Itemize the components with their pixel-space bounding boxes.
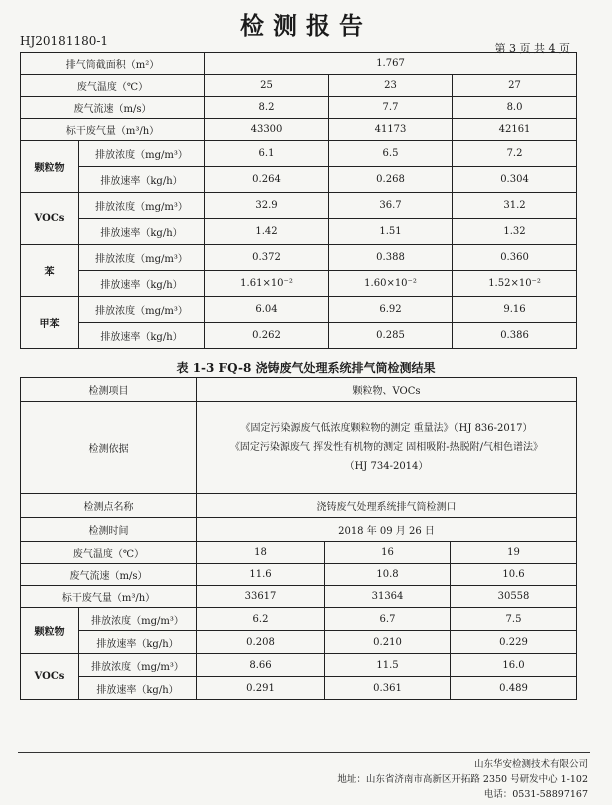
footer-phone: 电话：0531-58897167 <box>483 789 588 800</box>
value-cell: 8.0 <box>453 97 577 119</box>
conc-label: 排放浓度（mg/m³） <box>79 608 197 631</box>
value-cell: 43300 <box>205 119 329 141</box>
value-cell: 0.210 <box>325 631 451 654</box>
table-row <box>21 271 577 297</box>
table-row <box>21 75 577 97</box>
value-cell: 6.1 <box>205 141 329 167</box>
basis-line: 《固定污染源废气低浓度颗粒物的测定 重量法》（HJ 836-2017） <box>240 423 533 434</box>
footer-company: 山东华安检测技术有限公司 <box>473 759 588 770</box>
value-cell: 31.2 <box>453 193 577 219</box>
value-cell: 19 <box>451 542 577 564</box>
table-row <box>21 564 577 586</box>
table-row <box>21 119 577 141</box>
report-title: 检测报告 <box>240 12 372 40</box>
value-cell: 6.2 <box>197 608 325 631</box>
value-cell: 0.304 <box>453 167 577 193</box>
value-cell: 11.6 <box>197 564 325 586</box>
value-cell: 6.04 <box>205 297 329 323</box>
time-label: 检测时间 <box>21 518 197 542</box>
value-cell: 16 <box>325 542 451 564</box>
report-number: HJ20181180-1 <box>20 34 109 48</box>
rate-label: 排放速率（kg/h） <box>79 677 197 700</box>
time-value: 2018 年 09 月 26 日 <box>197 518 577 542</box>
item-label: 检测项目 <box>21 378 197 402</box>
conc-label: 排放浓度（mg/m³） <box>79 141 205 167</box>
value-cell: 6.7 <box>325 608 451 631</box>
value-cell: 0.262 <box>205 323 329 349</box>
value-cell: 0.388 <box>329 245 453 271</box>
rate-label: 排放速率（kg/h） <box>79 631 197 654</box>
table-row <box>21 542 577 564</box>
value-cell: 7.2 <box>453 141 577 167</box>
value-cell: 16.0 <box>451 654 577 677</box>
pollutant-name: VOCs <box>21 193 79 245</box>
rate-label: 排放速率（kg/h） <box>79 323 205 349</box>
table-row <box>21 654 577 677</box>
value-cell: 0.360 <box>453 245 577 271</box>
value-cell: 0.264 <box>205 167 329 193</box>
value-cell: 31364 <box>325 586 451 608</box>
value-cell: 0.489 <box>451 677 577 700</box>
value-cell: 18 <box>197 542 325 564</box>
table-row <box>21 53 577 75</box>
basis-line: 《固定污染源废气 挥发性有机物的测定 固相吸附-热脱附/气相色谱法》 <box>229 442 544 453</box>
point-label: 检测点名称 <box>21 494 197 518</box>
value-cell: 25 <box>205 75 329 97</box>
value-cell: 6.5 <box>329 141 453 167</box>
table-row <box>21 402 577 494</box>
value-cell: 9.16 <box>453 297 577 323</box>
table-row <box>21 518 577 542</box>
value-cell: 7.7 <box>329 97 453 119</box>
table-row <box>21 97 577 119</box>
pollutant-name: VOCs <box>21 654 79 700</box>
table-row <box>21 193 577 219</box>
value-cell: 23 <box>329 75 453 97</box>
conc-label: 排放浓度（mg/m³） <box>79 297 205 323</box>
value-cell: 10.6 <box>451 564 577 586</box>
table-row <box>21 677 577 700</box>
value-cell: 0.285 <box>329 323 453 349</box>
value-cell: 10.8 <box>325 564 451 586</box>
table-row <box>21 167 577 193</box>
row-label: 废气流速（m/s） <box>21 564 197 586</box>
area-label: 排气筒截面积（m²） <box>21 53 205 75</box>
table-row <box>21 586 577 608</box>
table-row <box>21 494 577 518</box>
area-value: 1.767 <box>205 53 577 75</box>
rate-label: 排放速率（kg/h） <box>79 219 205 245</box>
table-row <box>21 631 577 654</box>
basis-label: 检测依据 <box>21 402 197 494</box>
table-row <box>21 219 577 245</box>
point-value: 浇铸废气处理系统排气筒检测口 <box>197 494 577 518</box>
value-cell: 0.268 <box>329 167 453 193</box>
value-cell: 0.229 <box>451 631 577 654</box>
basis-value <box>197 402 577 494</box>
conc-label: 排放浓度（mg/m³） <box>79 245 205 271</box>
value-cell: 7.5 <box>451 608 577 631</box>
item-value: 颗粒物、VOCs <box>197 378 577 402</box>
value-cell: 1.42 <box>205 219 329 245</box>
footer-address: 地址：山东省济南市高新区开拓路 2350 号研发中心 1-102 <box>337 774 588 785</box>
table-caption: 表 1-3 FQ-8 浇铸废气处理系统排气筒检测结果 <box>176 361 436 375</box>
rate-label: 排放速率（kg/h） <box>79 271 205 297</box>
table-row <box>21 323 577 349</box>
value-cell: 0.361 <box>325 677 451 700</box>
row-label: 废气温度（℃） <box>21 542 197 564</box>
value-cell: 0.208 <box>197 631 325 654</box>
value-cell: 0.386 <box>453 323 577 349</box>
row-label: 标干废气量（m³/h） <box>21 586 197 608</box>
page-number: 第 3 页 共 4 页 <box>494 42 570 55</box>
value-cell: 0.372 <box>205 245 329 271</box>
row-label: 标干废气量（m³/h） <box>21 119 205 141</box>
value-cell: 30558 <box>451 586 577 608</box>
value-cell: 11.5 <box>325 654 451 677</box>
value-cell: 1.51 <box>329 219 453 245</box>
table-row <box>21 141 577 167</box>
row-label: 废气流速（m/s） <box>21 97 205 119</box>
value-cell: 1.61×10⁻² <box>205 271 329 297</box>
value-cell: 27 <box>453 75 577 97</box>
row-label: 废气温度（℃） <box>21 75 205 97</box>
value-cell: 6.92 <box>329 297 453 323</box>
conc-label: 排放浓度（mg/m³） <box>79 193 205 219</box>
pollutant-name: 颗粒物 <box>21 608 79 654</box>
footer-divider <box>18 752 590 753</box>
results-table-2 <box>20 377 577 700</box>
value-cell: 33617 <box>197 586 325 608</box>
pollutant-name: 颗粒物 <box>21 141 79 193</box>
rate-label: 排放速率（kg/h） <box>79 167 205 193</box>
table-row <box>21 378 577 402</box>
value-cell: 8.66 <box>197 654 325 677</box>
basis-line: （HJ 734-2014） <box>344 461 429 472</box>
value-cell: 1.52×10⁻² <box>453 271 577 297</box>
value-cell: 8.2 <box>205 97 329 119</box>
pollutant-name: 苯 <box>21 245 79 297</box>
value-cell: 1.60×10⁻² <box>329 271 453 297</box>
value-cell: 32.9 <box>205 193 329 219</box>
results-table-1 <box>20 52 577 349</box>
pollutant-name: 甲苯 <box>21 297 79 349</box>
value-cell: 41173 <box>329 119 453 141</box>
value-cell: 0.291 <box>197 677 325 700</box>
conc-label: 排放浓度（mg/m³） <box>79 654 197 677</box>
table-row <box>21 297 577 323</box>
value-cell: 42161 <box>453 119 577 141</box>
table-row <box>21 245 577 271</box>
table-row <box>21 608 577 631</box>
value-cell: 1.32 <box>453 219 577 245</box>
value-cell: 36.7 <box>329 193 453 219</box>
